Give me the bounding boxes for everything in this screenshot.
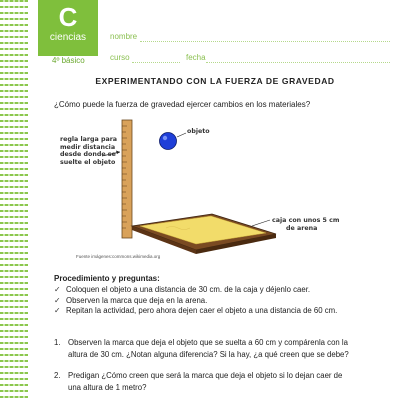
course-label: curso — [110, 53, 130, 62]
step-text: Repitan la actividad, pero ahora dejen caer el objeto a una distancia de 60 cm. — [66, 306, 338, 315]
ruler-label-line: medir distancia — [60, 143, 116, 151]
ruler-label-line: desde donde se — [60, 151, 116, 158]
question-text: Observen la marca que deja el objeto que se suelta a 60 cm y compárenla con la altura de 30 cm. ¿Notan alguna diferencia? Si la hay, ¿a qué creen que se debe? — [68, 338, 349, 359]
object-label: objeto — [187, 128, 210, 135]
course-field-line[interactable] — [132, 62, 180, 63]
subject-badge — [38, 0, 98, 56]
date-field-line[interactable] — [206, 62, 390, 63]
step-text: Coloquen el objeto a una distancia de 30 cm. de la caja y déjenlo caer. — [66, 285, 311, 294]
grade-label: 4º básico — [52, 56, 85, 65]
ball-illustration — [160, 133, 177, 150]
image-source: Fuente imágenes:commons.wikimedia.org — [76, 254, 161, 259]
subject-letter: C — [58, 2, 78, 32]
ruler-illustration — [122, 120, 132, 238]
question-number: 2. — [54, 371, 61, 380]
name-field-line[interactable] — [140, 41, 390, 42]
list-item — [54, 296, 354, 307]
box-label — [272, 217, 339, 232]
ruler-label-line: regla larga para — [60, 136, 118, 143]
list-item — [54, 370, 354, 393]
question-text: Predigan ¿Cómo creen que será la marca que deja el objeto si lo dejan caer de una altura de 1 metro? — [68, 371, 343, 392]
question-number: 1. — [54, 338, 61, 347]
checkmark-icon: ✓ — [54, 306, 61, 315]
checkmark-icon: ✓ — [54, 285, 61, 294]
sandbox-illustration — [132, 214, 276, 254]
procedure-checklist — [54, 285, 354, 317]
date-label: fecha — [186, 53, 206, 62]
question-list — [54, 337, 354, 393]
list-item — [54, 337, 354, 360]
procedure-heading: Procedimiento y preguntas: — [54, 274, 160, 283]
ruler-label-line: suelte el objeto — [60, 158, 116, 166]
guiding-question: ¿Cómo puede la fuerza de gravedad ejercer cambios en los materiales? — [54, 100, 311, 109]
box-label-line: caja con unos 5 cm — [272, 217, 340, 224]
checkmark-icon: ✓ — [54, 295, 61, 305]
experiment-figure — [56, 116, 356, 264]
decorative-side-stripe — [0, 0, 28, 400]
step-text: Observen la marca que deja en la arena. — [66, 295, 208, 305]
subject-name: ciencias — [49, 32, 87, 43]
list-item — [54, 306, 354, 317]
list-item — [54, 285, 354, 296]
page-title: EXPERIMENTANDO CON LA FUERZA DE GRAVEDAD — [95, 76, 335, 86]
box-label-line: de arena — [286, 224, 318, 232]
name-label: nombre — [110, 32, 138, 41]
ruler-label — [60, 136, 117, 166]
